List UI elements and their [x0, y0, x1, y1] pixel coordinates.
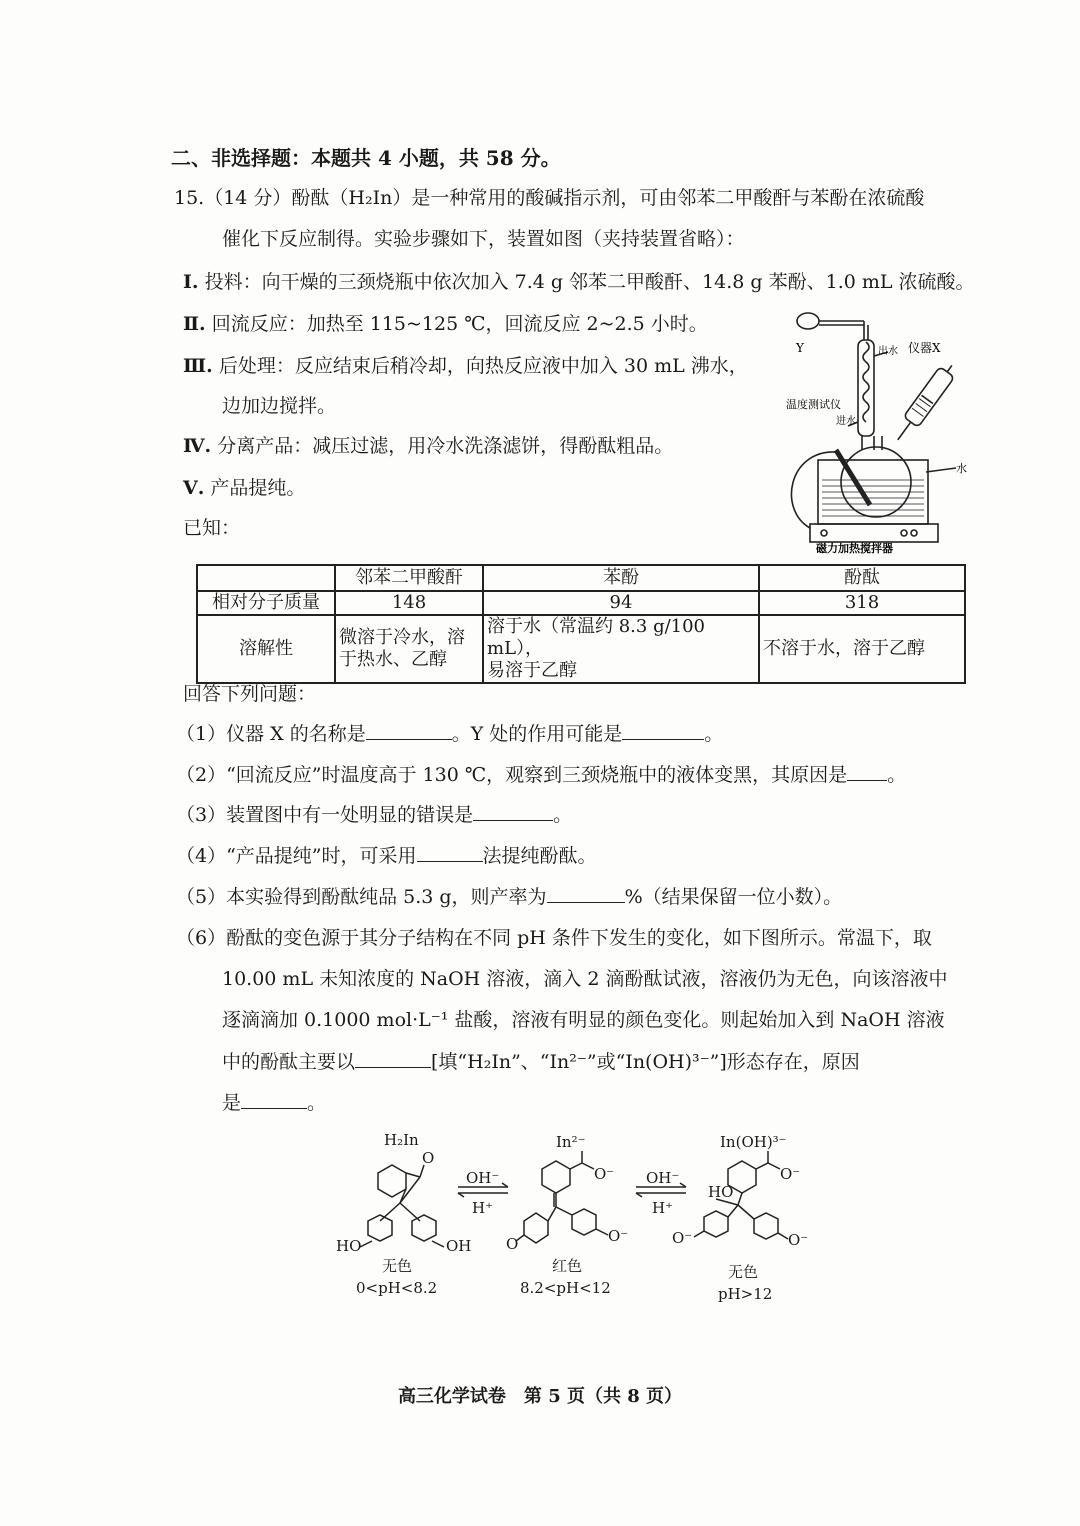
structure-2-name: In²⁻	[556, 1133, 586, 1151]
answer-prompt: 回答下列问题：	[183, 683, 317, 705]
properties-table	[196, 564, 966, 684]
answer-blank[interactable]	[366, 721, 452, 740]
carboxylate-o-3: O⁻	[780, 1165, 801, 1183]
structure-3-ph: pH>12	[718, 1285, 773, 1303]
structure-2-color: 红色	[552, 1257, 583, 1275]
apparatus-label-water: 水	[956, 462, 967, 475]
sub-question-1: （1）仪器 X 的名称是 。Y 处的作用可能是 。	[176, 723, 724, 745]
answer-blank[interactable]	[241, 1090, 307, 1109]
section-title: 二、非选择题：本题共 4 小题，共 58 分。	[171, 146, 561, 170]
table-cell: 不溶于水，溶于乙醇	[759, 615, 965, 683]
arrow-1-bottom: H⁺	[472, 1199, 493, 1217]
table-header-row	[197, 565, 965, 591]
apparatus-label-thermo: 温度测试仪	[786, 398, 841, 411]
question-intro-line2: 催化下反应制得。实验步骤如下，装置如图（夹持装置省略）：	[222, 228, 745, 250]
structure-1-ph: 0<pH<8.2	[356, 1279, 438, 1297]
sub-question-6-line3: 逐滴滴加 0.1000 mol·L⁻¹ 盐酸，溶液有明显的颜色变化。则起始加入到 NaOH 溶液	[222, 1009, 945, 1031]
apparatus-label-inlet: 进水	[836, 416, 856, 427]
answer-blank[interactable]	[622, 721, 704, 740]
sub-question-6-line1: （6）酚酞的变色源于其分子结构在不同 pH 条件下发生的变化，如下图所示。常温下，取	[176, 927, 932, 949]
apparatus-label-y: Y	[796, 341, 804, 355]
hydroxyl-right: OH	[446, 1237, 472, 1255]
answer-blank[interactable]	[847, 762, 887, 781]
structure-3-color: 无色	[728, 1263, 759, 1281]
hydroxyl-center: HO	[708, 1183, 734, 1201]
table-cell: 94	[483, 591, 759, 615]
table-header-cell: 邻苯二甲酸酐	[335, 565, 483, 591]
step-5: Ⅴ. 产品提纯。	[183, 477, 306, 499]
sub-question-5: （5）本实验得到酚酞纯品 5.3 g，则产率为 %（结果保留一位小数）。	[176, 886, 843, 908]
answer-blank[interactable]	[355, 1049, 431, 1068]
structure-2-ph: 8.2<pH<12	[520, 1279, 611, 1297]
table-cell: 溶于水（常温约 8.3 g/100 mL）， 易溶于乙醇	[483, 615, 759, 683]
known-label: 已知：	[183, 517, 241, 539]
sub-question-6-line2: 10.00 mL 未知浓度的 NaOH 溶液，滴入 2 滴酚酞试液，溶液仍为无色，向该溶液中	[222, 968, 948, 990]
table-header-cell: 苯酚	[483, 565, 759, 591]
hydroxyl-left: HO	[336, 1237, 362, 1255]
phenolphthalein-structures	[320, 1125, 820, 1310]
answer-blank[interactable]	[547, 884, 625, 903]
table-cell: 微溶于冷水，溶 于热水、乙醇	[335, 615, 483, 683]
table-header-cell	[197, 565, 335, 591]
phenolate-o-2: O⁻	[608, 1227, 629, 1245]
apparatus-label-stirrer: 磁力加热搅拌器	[816, 542, 893, 555]
carbonyl-o: O	[422, 1149, 435, 1167]
table-cell: 相对分子质量	[197, 591, 335, 615]
page-footer: 高三化学试卷 第 5 页（共 8 页）	[397, 1386, 683, 1407]
carboxylate-o-2: O⁻	[594, 1165, 615, 1183]
table-row	[197, 615, 965, 683]
sub-question-2: （2）“回流反应”时温度高于 130 ℃，观察到三颈烧瓶中的液体变黑，其原因是 。	[176, 764, 907, 786]
question-number: 15.	[174, 187, 205, 209]
step-1: Ⅰ. 投料：向干燥的三颈烧瓶中依次加入 7.4 g 邻苯二甲酸酐、14.8 g 苯酚、1.0 mL 浓硫酸。	[183, 271, 975, 293]
question-intro-line1: 15.（14 分）酚酞（H₂In）是一种常用的酸碱指示剂，可由邻苯二甲酸酐与苯酚在浓硫酸	[174, 187, 925, 209]
sub-question-4: （4）“产品提纯”时，可采用 法提纯酚酞。	[176, 845, 597, 867]
sub-question-3: （3）装置图中有一处明显的错误是 。	[176, 804, 573, 826]
step-4: Ⅳ. 分离产品：减压过滤，用冷水洗涤滤饼，得酚酞粗品。	[183, 435, 674, 457]
arrow-2-top: OH⁻	[646, 1169, 680, 1187]
table-cell: 148	[335, 591, 483, 615]
answer-blank[interactable]	[473, 802, 553, 821]
answer-blank[interactable]	[417, 843, 483, 862]
arrow-1-top: OH⁻	[466, 1169, 500, 1187]
table-cell: 溶解性	[197, 615, 335, 683]
structure-3-name: In(OH)³⁻	[720, 1133, 787, 1151]
phenolate-o-3a: O⁻	[672, 1229, 693, 1247]
structure-1-color: 无色	[382, 1257, 413, 1275]
apparatus-label-x: 仪器X	[908, 341, 941, 355]
phenolate-o-3b: O⁻	[788, 1231, 809, 1249]
table-row	[197, 591, 965, 615]
step-3: Ⅲ. 后处理：反应结束后稍冷却，向热反应液中加入 30 mL 沸水，	[183, 355, 748, 377]
step-3-cont: 边加边搅拌。	[222, 395, 337, 417]
table-cell: 318	[759, 591, 965, 615]
table-header-cell: 酚酞	[759, 565, 965, 591]
step-2: Ⅱ. 回流反应：加热至 115~125 ℃，回流反应 2~2.5 小时。	[183, 313, 708, 335]
apparatus-label-outlet: 出水	[878, 346, 898, 357]
sub-question-6-line5: 是 。	[222, 1092, 327, 1114]
quinone-o: O	[506, 1235, 519, 1253]
structure-1-name: H₂In	[384, 1131, 419, 1149]
apparatus-diagram	[778, 300, 978, 555]
arrow-2-bottom: H⁺	[652, 1199, 673, 1217]
sub-question-6-line4: 中的酚酞主要以 [填“H₂In”、“In²⁻”或“In(OH)³⁻”]形态存在，原因	[222, 1051, 860, 1073]
